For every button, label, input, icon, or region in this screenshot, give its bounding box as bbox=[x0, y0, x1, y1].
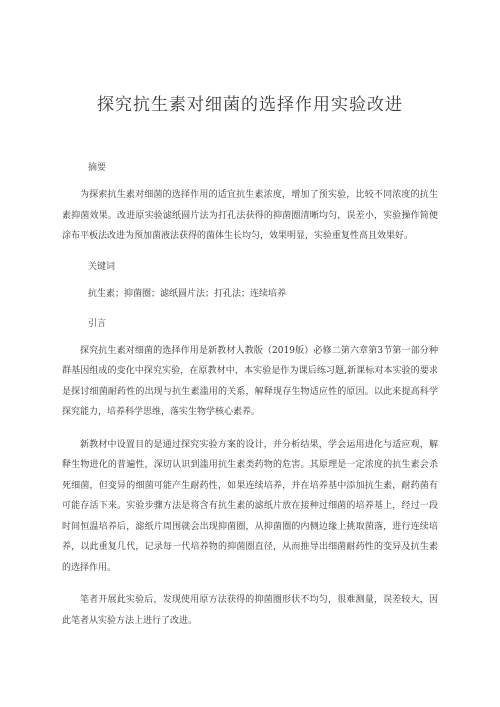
keywords-text: 抗生素；抑菌圈；滤纸圆片法；打孔法；连续培养 bbox=[88, 288, 287, 299]
intro-heading: 引言 bbox=[88, 318, 107, 329]
intro-paragraph-1: 探究抗生素对细菌的选择作用是新教材人教版（2019版）必修二第六章第3节第一部分种群基因组成的变化中探究实验，在原教材中，本实验是作为课后练习题,新课标对本实验的要求是探讨细菌耐药性的出现与抗生素滥用的关系，解释现存生物适应性的原因。以此来提高科学探究能力，培养科学思维，落实生物学核心素养。 bbox=[62, 345, 438, 417]
document-title: 探究抗生素对细菌的选择作用实验改进 bbox=[97, 95, 403, 115]
abstract-heading: 摘要 bbox=[88, 163, 107, 173]
abstract-text: 为探索抗生素对细菌的选择作用的适宜抗生素浓度，增加了预实验，比较不同浓度的抗生素抑菌效果。改进原实验滤纸圆片法为打孔法获得的抑菌圈清晰均匀，误差小，实验操作简便涂布平板法改进为预加菌液法获得的菌体生长均匀，效果明显，实验重复性高且效果好。 bbox=[62, 190, 438, 241]
intro-paragraph-2: 新教材中设置目的是通过探究实验方案的设计，并分析结果，学会运用进化与适应观，解释生物进化的普遍性，深切认识到滥用抗生素类药物的危害。其原理是一定浓度的抗生素会杀死细菌，但变异的细菌可能产生耐药性，如果连续培养，并在培养基中添加抗生素，耐药菌有可能存活下来。实验步骤方法是将含有抗生素的滤纸片放在接种过细菌的培养基上，经过一段时间恒温培养后，滤纸片周围就会出现抑菌圈，从抑菌圈的内侧边缘上挑取菌落，进行连续培养，以此重复几代，记录每一代培养物的抑菌圈直径，从而推导出细菌耐药性的变异及抗生素的选择作用。 bbox=[62, 439, 438, 573]
intro-paragraph-3: 笔者开展此实验后，发现使用原方法获得的抑菌圈形状不均匀，很难测量，误差较大，因此笔者从实验方法上进行了改进。 bbox=[62, 595, 438, 626]
keywords-heading: 关键词 bbox=[88, 261, 116, 272]
document-body bbox=[62, 160, 438, 643]
